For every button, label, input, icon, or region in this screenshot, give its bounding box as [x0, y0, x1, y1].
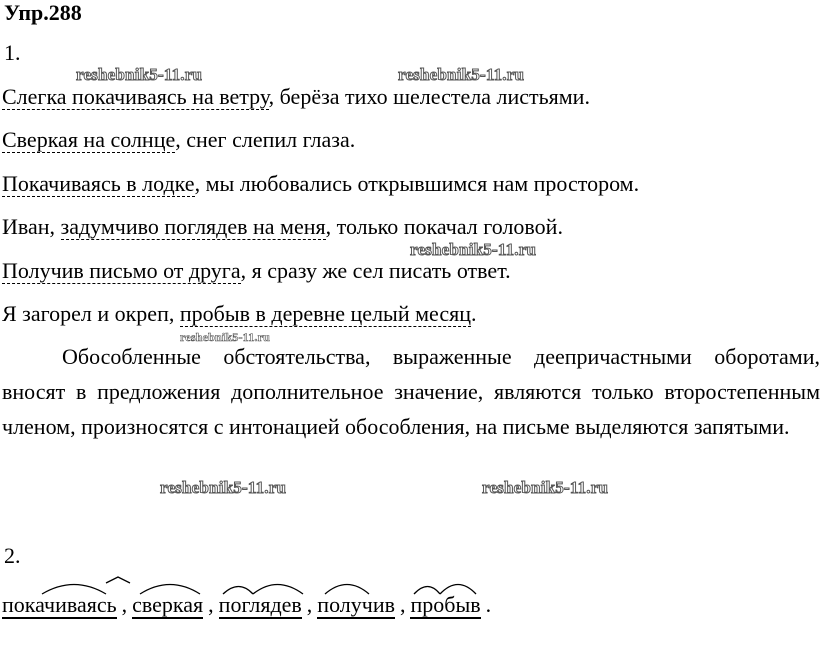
- participial-phrase: Сверкая на солнце: [2, 127, 176, 152]
- gerund-list: покачиваясь , сверкая , поглядев , получив , пробыв .: [2, 592, 496, 619]
- sentence-rest: .: [471, 301, 477, 326]
- explanation-paragraph: Обособленные обстоятельства, выраженные деепричастными оборотами, вносят в предложения дополнительное значение, являются только второстепенным членом, произносятся с интонацией обособления, на письме выделяются запятыми.: [2, 344, 820, 439]
- gerund-word: пробыв: [410, 593, 480, 619]
- root-arc-icon: [410, 577, 510, 597]
- watermark: reshebnik5-11.ru: [76, 65, 203, 84]
- root-arc-icon: [2, 577, 152, 597]
- sentence-4: [2, 214, 563, 240]
- sentence-start: Я загорел и окреп,: [2, 301, 180, 326]
- participial-phrase: задумчиво поглядев на меня: [60, 214, 326, 239]
- gerund-word: сверкая: [132, 593, 203, 619]
- sentence-rest: , я сразу же сел писать ответ.: [240, 258, 511, 283]
- sentence-5: [2, 258, 511, 284]
- sentence-1: [2, 84, 590, 110]
- root-arc-icon: [317, 577, 417, 597]
- sentence-rest: , мы любовались открывшимся нам простором.: [194, 171, 640, 196]
- watermark: reshebnik5-11.ru: [482, 478, 609, 497]
- sentence-rest: , берёза тихо шелестела листьями.: [268, 84, 590, 109]
- gerund-word: покачиваясь: [2, 593, 117, 619]
- gerund-word: получив: [317, 593, 395, 619]
- gerund-word: поглядев: [219, 593, 302, 619]
- exercise-title: Упр.288: [4, 0, 82, 25]
- sentence-rest: , только покачал головой.: [325, 214, 563, 239]
- sentence-3: [2, 171, 639, 197]
- participial-phrase: Слегка покачиваясь на ветру: [2, 84, 269, 109]
- part-2-number: 2.: [4, 543, 21, 568]
- part-1-number: 1.: [4, 40, 21, 65]
- watermark: reshebnik5-11.ru: [160, 478, 287, 497]
- sentence-6: [2, 301, 477, 327]
- root-arc-icon: [219, 577, 329, 597]
- watermark: reshebnik5-11.ru: [410, 240, 537, 259]
- sentence-2: [2, 127, 355, 153]
- participial-phrase: Покачиваясь в лодке: [2, 171, 195, 196]
- sentence-start: Иван,: [2, 214, 61, 239]
- sentence-rest: , снег слепил глаза.: [175, 127, 356, 152]
- watermark: reshebnik5-11.ru: [180, 330, 270, 344]
- participial-phrase: Получив письмо от друга: [2, 258, 241, 283]
- watermark: reshebnik5-11.ru: [398, 65, 525, 84]
- participial-phrase: пробыв в деревне целый месяц: [179, 301, 471, 326]
